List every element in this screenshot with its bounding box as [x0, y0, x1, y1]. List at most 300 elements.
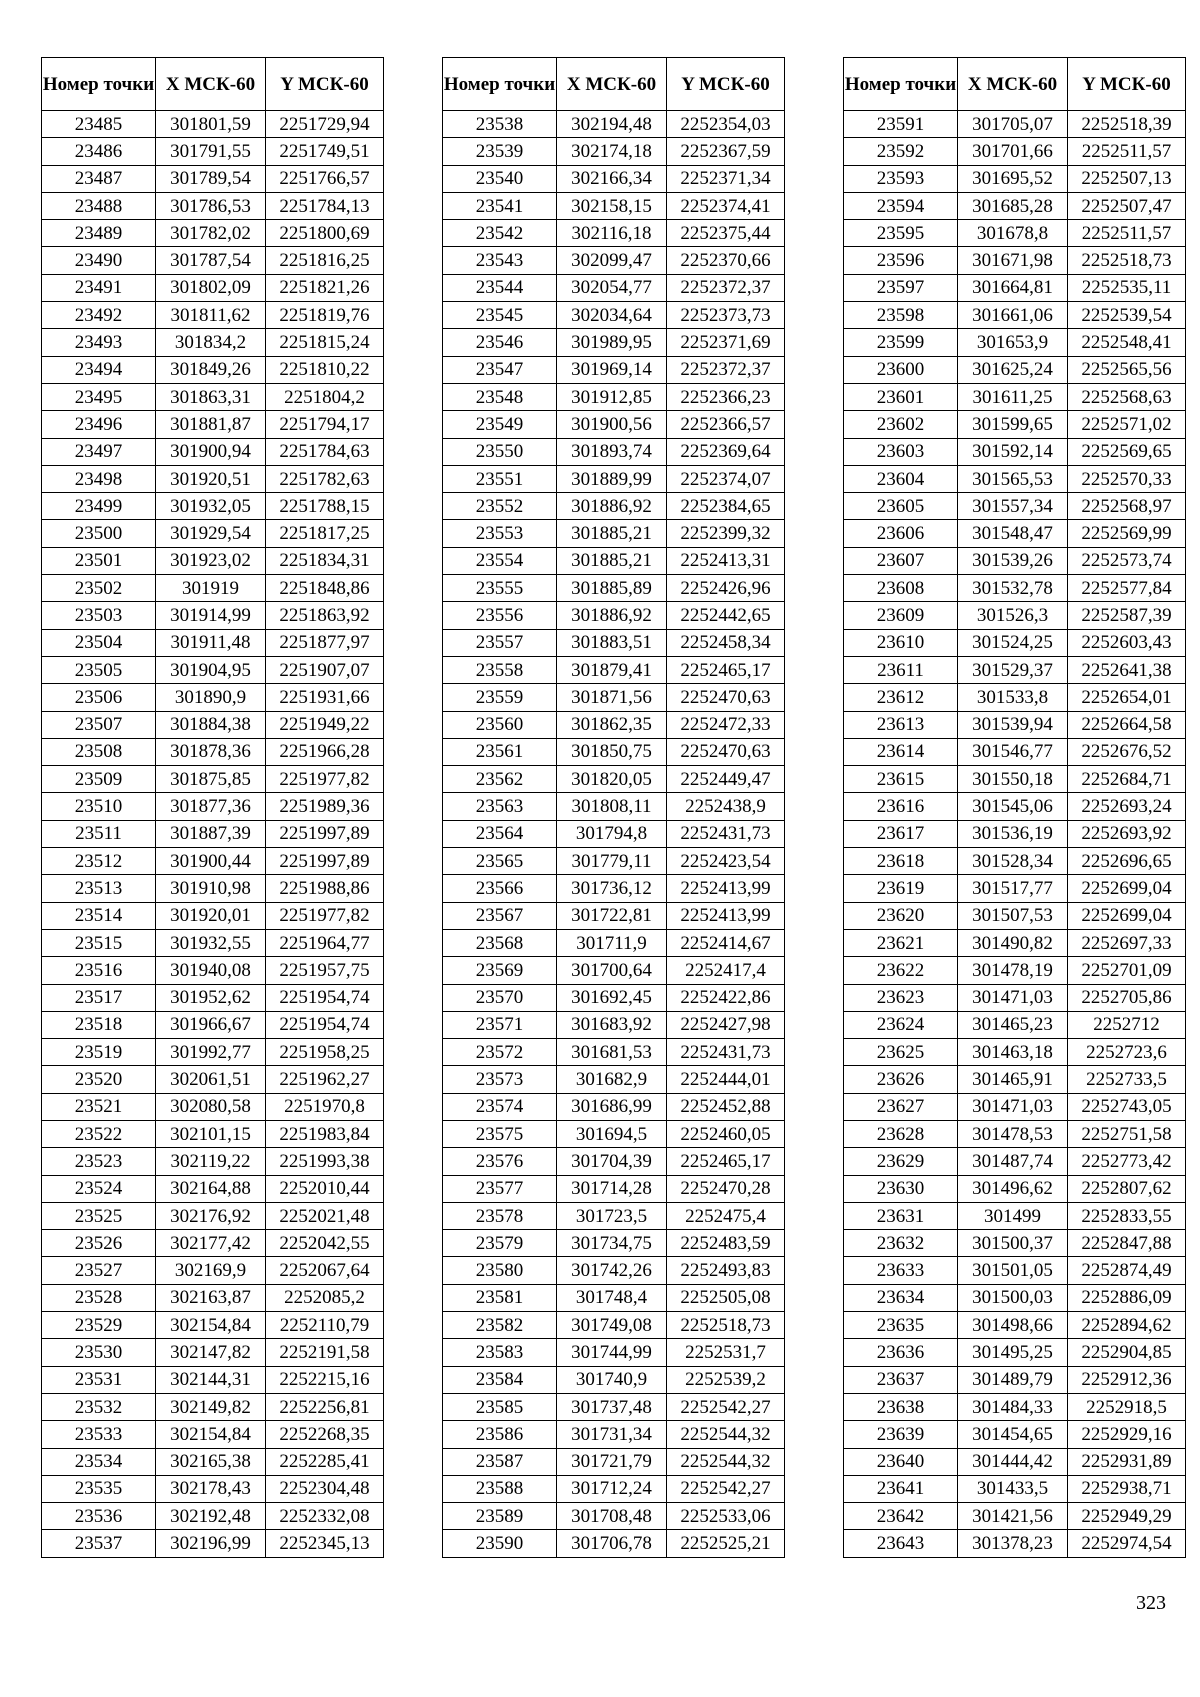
cell-y-coordinate: 2252470,28 [667, 1175, 785, 1202]
table-row [443, 138, 785, 165]
cell-y-coordinate: 2252373,73 [667, 302, 785, 329]
cell-point-number: 23597 [844, 274, 958, 301]
cell-y-coordinate: 2252697,33 [1068, 929, 1186, 956]
table-row [42, 957, 384, 984]
table-row [844, 1284, 1186, 1311]
table-row [443, 1421, 785, 1448]
cell-point-number: 23544 [443, 274, 557, 301]
cell-x-coordinate: 301904,95 [156, 656, 266, 683]
cell-point-number: 23497 [42, 438, 156, 465]
cell-point-number: 23582 [443, 1312, 557, 1339]
table-row [844, 465, 1186, 492]
table-row [443, 1284, 785, 1311]
cell-y-coordinate: 2252531,7 [667, 1339, 785, 1366]
table-row [443, 1448, 785, 1475]
cell-point-number: 23534 [42, 1448, 156, 1475]
cell-x-coordinate: 301911,48 [156, 629, 266, 656]
cell-point-number: 23562 [443, 766, 557, 793]
cell-point-number: 23596 [844, 247, 958, 274]
cell-x-coordinate: 301421,56 [958, 1503, 1068, 1530]
cell-y-coordinate: 2252414,67 [667, 929, 785, 956]
cell-x-coordinate: 301900,44 [156, 848, 266, 875]
cell-y-coordinate: 2252438,9 [667, 793, 785, 820]
cell-point-number: 23556 [443, 602, 557, 629]
cell-y-coordinate: 2252371,69 [667, 329, 785, 356]
cell-y-coordinate: 2251788,15 [266, 493, 384, 520]
cell-point-number: 23615 [844, 766, 958, 793]
cell-y-coordinate: 2252465,17 [667, 656, 785, 683]
cell-x-coordinate: 301789,54 [156, 165, 266, 192]
cell-x-coordinate: 301661,06 [958, 302, 1068, 329]
table-row [844, 1530, 1186, 1557]
cell-y-coordinate: 2252699,04 [1068, 875, 1186, 902]
cell-x-coordinate: 301499 [958, 1202, 1068, 1229]
table-row [42, 1011, 384, 1038]
table-row [42, 411, 384, 438]
table-row [42, 766, 384, 793]
table-row [443, 929, 785, 956]
cell-x-coordinate: 301989,95 [557, 329, 667, 356]
cell-y-coordinate: 2252918,5 [1068, 1393, 1186, 1420]
cell-x-coordinate: 302116,18 [557, 220, 667, 247]
coordinates-table-1 [41, 57, 384, 1558]
cell-point-number: 23567 [443, 902, 557, 929]
cell-y-coordinate: 2252465,17 [667, 1148, 785, 1175]
cell-y-coordinate: 2252894,62 [1068, 1312, 1186, 1339]
cell-x-coordinate: 301878,36 [156, 738, 266, 765]
cell-x-coordinate: 301700,64 [557, 957, 667, 984]
header-x-coordinate: X МСК-60 [156, 58, 266, 111]
cell-x-coordinate: 301539,94 [958, 711, 1068, 738]
cell-point-number: 23630 [844, 1175, 958, 1202]
table-row [443, 247, 785, 274]
table-row [42, 1093, 384, 1120]
cell-y-coordinate: 2252533,06 [667, 1503, 785, 1530]
cell-y-coordinate: 2252570,33 [1068, 465, 1186, 492]
cell-point-number: 23612 [844, 684, 958, 711]
cell-y-coordinate: 2251989,36 [266, 793, 384, 820]
table-row [844, 220, 1186, 247]
table-row [443, 902, 785, 929]
cell-y-coordinate: 2252366,57 [667, 411, 785, 438]
table-row [844, 1312, 1186, 1339]
cell-x-coordinate: 301478,53 [958, 1120, 1068, 1147]
cell-x-coordinate: 301871,56 [557, 684, 667, 711]
cell-y-coordinate: 2251957,75 [266, 957, 384, 984]
table-row [443, 274, 785, 301]
cell-point-number: 23581 [443, 1284, 557, 1311]
table-row [844, 411, 1186, 438]
table-row [443, 629, 785, 656]
cell-y-coordinate: 2252374,41 [667, 192, 785, 219]
cell-x-coordinate: 301524,25 [958, 629, 1068, 656]
cell-point-number: 23608 [844, 575, 958, 602]
table-body [844, 111, 1186, 1558]
table-row [844, 1202, 1186, 1229]
cell-y-coordinate: 2251863,92 [266, 602, 384, 629]
table-row [844, 684, 1186, 711]
cell-y-coordinate: 2252370,66 [667, 247, 785, 274]
table-row [844, 875, 1186, 902]
cell-x-coordinate: 301744,99 [557, 1339, 667, 1366]
cell-x-coordinate: 301919 [156, 575, 266, 602]
table-row [844, 1366, 1186, 1393]
cell-y-coordinate: 2252693,92 [1068, 820, 1186, 847]
cell-x-coordinate: 301952,62 [156, 984, 266, 1011]
cell-y-coordinate: 2251815,24 [266, 329, 384, 356]
cell-x-coordinate: 301787,54 [156, 247, 266, 274]
cell-y-coordinate: 2252641,38 [1068, 656, 1186, 683]
table-row [443, 875, 785, 902]
cell-x-coordinate: 301490,82 [958, 929, 1068, 956]
table-row [42, 1039, 384, 1066]
table-row [443, 575, 785, 602]
table-row [42, 575, 384, 602]
table-row [844, 738, 1186, 765]
cell-x-coordinate: 302080,58 [156, 1093, 266, 1120]
cell-x-coordinate: 301794,8 [557, 820, 667, 847]
cell-x-coordinate: 301940,08 [156, 957, 266, 984]
cell-point-number: 23637 [844, 1366, 958, 1393]
cell-x-coordinate: 301742,26 [557, 1257, 667, 1284]
cell-point-number: 23499 [42, 493, 156, 520]
table-row [42, 547, 384, 574]
cell-x-coordinate: 302194,48 [557, 111, 667, 138]
cell-x-coordinate: 302176,92 [156, 1202, 266, 1229]
table-row [42, 192, 384, 219]
table-row [844, 1503, 1186, 1530]
cell-x-coordinate: 301706,78 [557, 1530, 667, 1557]
table-row [443, 738, 785, 765]
table-row [443, 1530, 785, 1557]
cell-y-coordinate: 2251800,69 [266, 220, 384, 247]
cell-point-number: 23523 [42, 1148, 156, 1175]
cell-point-number: 23518 [42, 1011, 156, 1038]
cell-point-number: 23486 [42, 138, 156, 165]
cell-x-coordinate: 301550,18 [958, 766, 1068, 793]
header-y-coordinate: Y МСК-60 [667, 58, 785, 111]
cell-y-coordinate: 2252931,89 [1068, 1448, 1186, 1475]
cell-x-coordinate: 301517,77 [958, 875, 1068, 902]
cell-point-number: 23529 [42, 1312, 156, 1339]
cell-point-number: 23496 [42, 411, 156, 438]
table-row [443, 684, 785, 711]
cell-x-coordinate: 301884,38 [156, 711, 266, 738]
cell-point-number: 23553 [443, 520, 557, 547]
table-row [443, 165, 785, 192]
cell-point-number: 23526 [42, 1230, 156, 1257]
cell-x-coordinate: 301704,39 [557, 1148, 667, 1175]
table-row [443, 1393, 785, 1420]
table-row [42, 793, 384, 820]
table-row [443, 547, 785, 574]
cell-y-coordinate: 2252442,65 [667, 602, 785, 629]
cell-x-coordinate: 301875,85 [156, 766, 266, 793]
cell-y-coordinate: 2252021,48 [266, 1202, 384, 1229]
table-row [42, 711, 384, 738]
cell-y-coordinate: 2252256,81 [266, 1393, 384, 1420]
cell-point-number: 23547 [443, 356, 557, 383]
cell-x-coordinate: 301886,92 [557, 602, 667, 629]
table-row [443, 465, 785, 492]
cell-x-coordinate: 302034,64 [557, 302, 667, 329]
cell-point-number: 23561 [443, 738, 557, 765]
table-row [844, 1393, 1186, 1420]
cell-point-number: 23560 [443, 711, 557, 738]
table-row [42, 165, 384, 192]
cell-point-number: 23579 [443, 1230, 557, 1257]
cell-x-coordinate: 301471,03 [958, 1093, 1068, 1120]
cell-y-coordinate: 2252847,88 [1068, 1230, 1186, 1257]
table-row [844, 1175, 1186, 1202]
table-row [443, 1011, 785, 1038]
cell-y-coordinate: 2252535,11 [1068, 274, 1186, 301]
cell-y-coordinate: 2251729,94 [266, 111, 384, 138]
cell-y-coordinate: 2251834,31 [266, 547, 384, 574]
cell-point-number: 23598 [844, 302, 958, 329]
cell-x-coordinate: 301599,65 [958, 411, 1068, 438]
table-row [844, 656, 1186, 683]
cell-x-coordinate: 302164,88 [156, 1175, 266, 1202]
header-point-number: Номер точки [443, 58, 557, 111]
table-row [443, 766, 785, 793]
cell-y-coordinate: 2252285,41 [266, 1448, 384, 1475]
cell-x-coordinate: 301548,47 [958, 520, 1068, 547]
cell-y-coordinate: 2252544,32 [667, 1448, 785, 1475]
cell-point-number: 23587 [443, 1448, 557, 1475]
table-row [844, 165, 1186, 192]
cell-y-coordinate: 2252539,2 [667, 1366, 785, 1393]
cell-x-coordinate: 302149,82 [156, 1393, 266, 1420]
table-row [844, 111, 1186, 138]
cell-point-number: 23539 [443, 138, 557, 165]
cell-y-coordinate: 2252507,13 [1068, 165, 1186, 192]
table-row [443, 1066, 785, 1093]
cell-y-coordinate: 2252511,57 [1068, 220, 1186, 247]
cell-point-number: 23540 [443, 165, 557, 192]
cell-point-number: 23575 [443, 1120, 557, 1147]
cell-point-number: 23545 [443, 302, 557, 329]
cell-y-coordinate: 2252723,6 [1068, 1039, 1186, 1066]
table-header-row [844, 58, 1186, 111]
cell-point-number: 23542 [443, 220, 557, 247]
cell-point-number: 23537 [42, 1530, 156, 1557]
cell-point-number: 23632 [844, 1230, 958, 1257]
cell-point-number: 23627 [844, 1093, 958, 1120]
cell-x-coordinate: 302147,82 [156, 1339, 266, 1366]
cell-y-coordinate: 2252938,71 [1068, 1475, 1186, 1502]
cell-y-coordinate: 2252215,16 [266, 1366, 384, 1393]
cell-x-coordinate: 301705,07 [958, 111, 1068, 138]
cell-point-number: 23580 [443, 1257, 557, 1284]
cell-x-coordinate: 301701,66 [958, 138, 1068, 165]
cell-x-coordinate: 301863,31 [156, 383, 266, 410]
cell-x-coordinate: 301881,87 [156, 411, 266, 438]
cell-x-coordinate: 301532,78 [958, 575, 1068, 602]
cell-x-coordinate: 301500,03 [958, 1284, 1068, 1311]
table-row [443, 356, 785, 383]
table-row [42, 1393, 384, 1420]
cell-x-coordinate: 302163,87 [156, 1284, 266, 1311]
cell-point-number: 23532 [42, 1393, 156, 1420]
cell-point-number: 23563 [443, 793, 557, 820]
cell-x-coordinate: 302158,15 [557, 192, 667, 219]
cell-x-coordinate: 301886,92 [557, 493, 667, 520]
cell-x-coordinate: 301533,8 [958, 684, 1068, 711]
table-row [42, 1257, 384, 1284]
cell-point-number: 23574 [443, 1093, 557, 1120]
cell-point-number: 23516 [42, 957, 156, 984]
table-row [844, 1011, 1186, 1038]
table-row [443, 848, 785, 875]
cell-x-coordinate: 301749,08 [557, 1312, 667, 1339]
cell-x-coordinate: 302166,34 [557, 165, 667, 192]
cell-x-coordinate: 301849,26 [156, 356, 266, 383]
cell-x-coordinate: 301694,5 [557, 1120, 667, 1147]
table-row [443, 1120, 785, 1147]
cell-x-coordinate: 301722,81 [557, 902, 667, 929]
cell-point-number: 23617 [844, 820, 958, 847]
cell-x-coordinate: 301932,55 [156, 929, 266, 956]
cell-y-coordinate: 2252701,09 [1068, 957, 1186, 984]
cell-y-coordinate: 2252354,03 [667, 111, 785, 138]
cell-y-coordinate: 2252422,86 [667, 984, 785, 1011]
cell-x-coordinate: 301498,66 [958, 1312, 1068, 1339]
cell-y-coordinate: 2252470,63 [667, 684, 785, 711]
header-y-coordinate: Y МСК-60 [1068, 58, 1186, 111]
table-row [443, 1339, 785, 1366]
table-row [443, 820, 785, 847]
cell-x-coordinate: 301877,36 [156, 793, 266, 820]
cell-y-coordinate: 2252085,2 [266, 1284, 384, 1311]
cell-x-coordinate: 301929,54 [156, 520, 266, 547]
cell-x-coordinate: 301465,91 [958, 1066, 1068, 1093]
cell-point-number: 23576 [443, 1148, 557, 1175]
table-row [42, 1503, 384, 1530]
table-row [42, 438, 384, 465]
cell-y-coordinate: 2251983,84 [266, 1120, 384, 1147]
cell-y-coordinate: 2252304,48 [266, 1475, 384, 1502]
table-row [42, 138, 384, 165]
table-row [844, 274, 1186, 301]
cell-point-number: 23571 [443, 1011, 557, 1038]
cell-y-coordinate: 2251907,07 [266, 656, 384, 683]
cell-point-number: 23491 [42, 274, 156, 301]
cell-point-number: 23554 [443, 547, 557, 574]
cell-x-coordinate: 301889,99 [557, 465, 667, 492]
cell-point-number: 23634 [844, 1284, 958, 1311]
cell-x-coordinate: 301545,06 [958, 793, 1068, 820]
page-number: 323 [1136, 1592, 1166, 1614]
cell-y-coordinate: 2252773,42 [1068, 1148, 1186, 1175]
cell-point-number: 23551 [443, 465, 557, 492]
cell-x-coordinate: 301731,34 [557, 1421, 667, 1448]
cell-y-coordinate: 2251782,63 [266, 465, 384, 492]
cell-y-coordinate: 2252929,16 [1068, 1421, 1186, 1448]
cell-x-coordinate: 301487,74 [958, 1148, 1068, 1175]
cell-point-number: 23517 [42, 984, 156, 1011]
cell-x-coordinate: 301653,9 [958, 329, 1068, 356]
cell-point-number: 23624 [844, 1011, 958, 1038]
table-body [42, 111, 384, 1558]
cell-y-coordinate: 2252431,73 [667, 1039, 785, 1066]
table-row [42, 220, 384, 247]
cell-point-number: 23591 [844, 111, 958, 138]
table-row [42, 274, 384, 301]
cell-x-coordinate: 301779,11 [557, 848, 667, 875]
cell-y-coordinate: 2251784,13 [266, 192, 384, 219]
cell-y-coordinate: 2252912,36 [1068, 1366, 1186, 1393]
cell-x-coordinate: 301786,53 [156, 192, 266, 219]
cell-point-number: 23533 [42, 1421, 156, 1448]
cell-point-number: 23569 [443, 957, 557, 984]
cell-y-coordinate: 2252684,71 [1068, 766, 1186, 793]
table-row [844, 1421, 1186, 1448]
cell-y-coordinate: 2252733,5 [1068, 1066, 1186, 1093]
cell-point-number: 23583 [443, 1339, 557, 1366]
cell-y-coordinate: 2252375,44 [667, 220, 785, 247]
cell-y-coordinate: 2252587,39 [1068, 602, 1186, 629]
cell-x-coordinate: 301489,79 [958, 1366, 1068, 1393]
cell-x-coordinate: 301478,19 [958, 957, 1068, 984]
table-row [42, 1066, 384, 1093]
cell-point-number: 23500 [42, 520, 156, 547]
cell-x-coordinate: 302119,22 [156, 1148, 266, 1175]
cell-x-coordinate: 301592,14 [958, 438, 1068, 465]
cell-point-number: 23505 [42, 656, 156, 683]
cell-y-coordinate: 2252568,63 [1068, 383, 1186, 410]
cell-point-number: 23600 [844, 356, 958, 383]
cell-x-coordinate: 301912,85 [557, 383, 667, 410]
table-row [42, 356, 384, 383]
table-row [844, 1230, 1186, 1257]
cell-y-coordinate: 2252904,85 [1068, 1339, 1186, 1366]
cell-x-coordinate: 301920,51 [156, 465, 266, 492]
cell-x-coordinate: 301966,67 [156, 1011, 266, 1038]
cell-x-coordinate: 302101,15 [156, 1120, 266, 1147]
cell-x-coordinate: 301463,18 [958, 1039, 1068, 1066]
cell-y-coordinate: 2252452,88 [667, 1093, 785, 1120]
cell-point-number: 23520 [42, 1066, 156, 1093]
cell-y-coordinate: 2252833,55 [1068, 1202, 1186, 1229]
table-row [42, 902, 384, 929]
cell-x-coordinate: 301834,2 [156, 329, 266, 356]
cell-x-coordinate: 301507,53 [958, 902, 1068, 929]
cell-point-number: 23613 [844, 711, 958, 738]
cell-y-coordinate: 2252427,98 [667, 1011, 785, 1038]
table-row [844, 356, 1186, 383]
cell-y-coordinate: 2252949,29 [1068, 1503, 1186, 1530]
cell-x-coordinate: 301723,5 [557, 1202, 667, 1229]
cell-y-coordinate: 2251810,22 [266, 356, 384, 383]
cell-y-coordinate: 2252191,58 [266, 1339, 384, 1366]
cell-x-coordinate: 301682,9 [557, 1066, 667, 1093]
cell-y-coordinate: 2252548,41 [1068, 329, 1186, 356]
cell-x-coordinate: 301611,25 [958, 383, 1068, 410]
cell-x-coordinate: 301811,62 [156, 302, 266, 329]
table-row [844, 329, 1186, 356]
cell-y-coordinate: 2252374,07 [667, 465, 785, 492]
cell-x-coordinate: 301900,94 [156, 438, 266, 465]
cell-x-coordinate: 301501,05 [958, 1257, 1068, 1284]
cell-y-coordinate: 2251816,25 [266, 247, 384, 274]
cell-y-coordinate: 2252483,59 [667, 1230, 785, 1257]
cell-y-coordinate: 2251949,22 [266, 711, 384, 738]
cell-x-coordinate: 301678,8 [958, 220, 1068, 247]
cell-point-number: 23557 [443, 629, 557, 656]
cell-y-coordinate: 2251958,25 [266, 1039, 384, 1066]
cell-y-coordinate: 2251817,25 [266, 520, 384, 547]
